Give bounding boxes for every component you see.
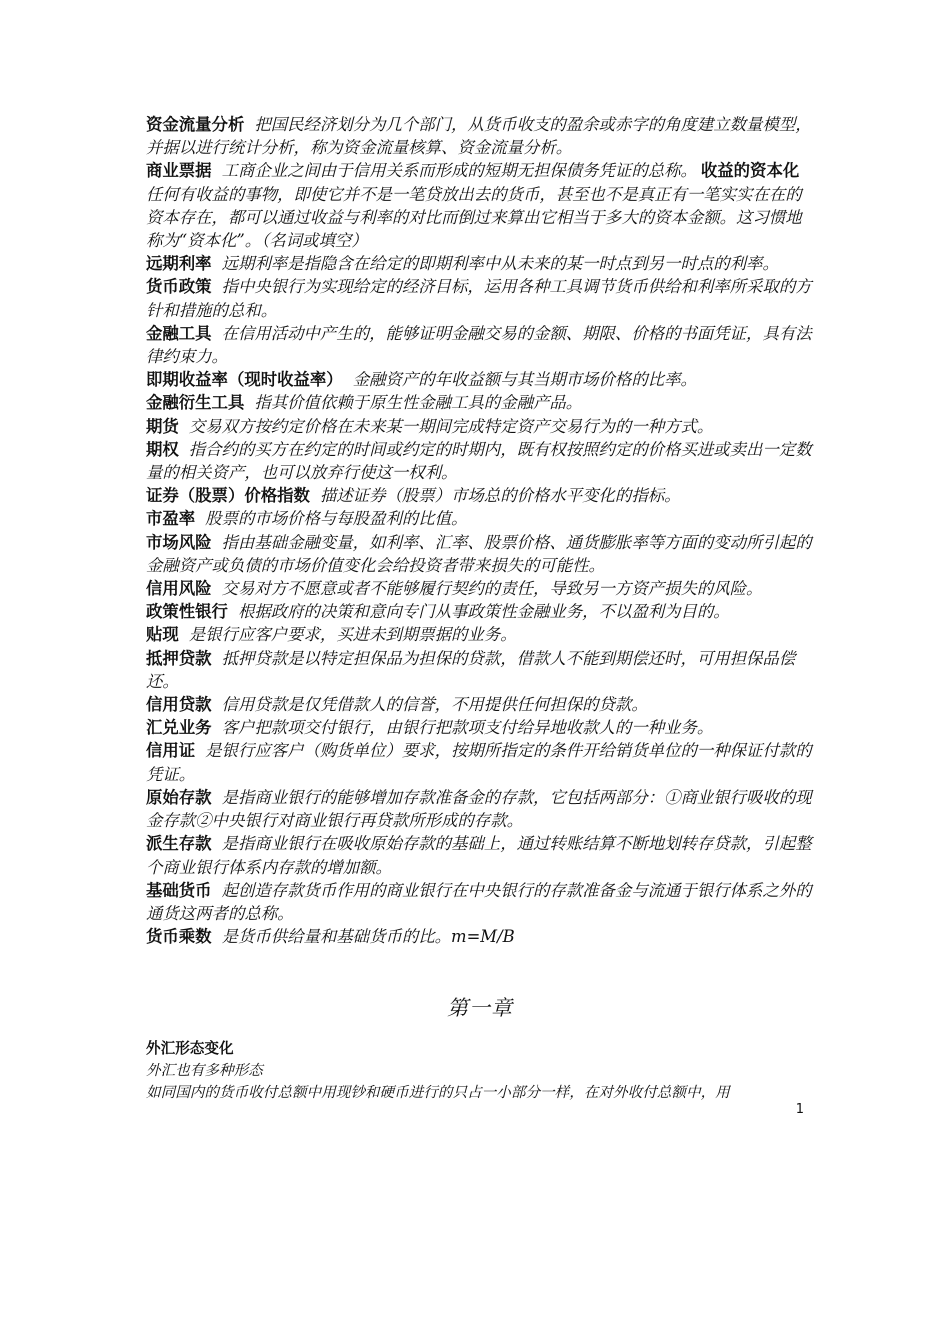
glossary-entry xyxy=(146,252,814,275)
document-page xyxy=(146,113,814,1104)
glossary-entry xyxy=(146,507,814,530)
glossary-entry xyxy=(146,113,814,159)
glossary-term: 金融工具 xyxy=(146,323,212,343)
glossary-entry xyxy=(146,275,814,321)
glossary-term: 基础货币 xyxy=(146,880,212,900)
glossary-definition: 是货币供给量和基础货币的比。m=M/B xyxy=(221,927,515,947)
glossary-term: 即期收益率（现时收益率） xyxy=(146,370,343,390)
glossary-definition: 指合约的买方在约定的时间或约定的时期内，既有权按照约定的价格买进或卖出一定数量的相关资产，也可以放弃行使这一权利。 xyxy=(146,439,812,483)
glossary-definition: 交易对方不愿意或者不能够履行契约的责任，导致另一方资产损失的风险。 xyxy=(221,579,763,599)
glossary-entry xyxy=(146,925,814,948)
glossary-term: 证券（股票）价格指数 xyxy=(146,486,310,506)
glossary-term: 资金流量分析 xyxy=(146,115,245,134)
glossary-entry xyxy=(146,693,814,716)
glossary-term: 原始存款 xyxy=(146,787,212,807)
glossary-term: 金融衍生工具 xyxy=(146,393,245,413)
glossary-definition: 是银行应客户（购货单位）要求，按期所指定的条件开给销货单位的一种保证付款的凭证。 xyxy=(146,741,812,784)
glossary-definition: 远期利率是指隐含在给定的即期利率中从未来的某一时点到另一时点的利率。 xyxy=(221,254,779,274)
glossary-definition: 指中央银行为实现给定的经济目标，运用各种工具调节货币供给和利率所采取的方针和措施的总和。 xyxy=(146,277,812,320)
glossary-term: 信用贷款 xyxy=(146,695,212,715)
glossary-definition: 交易双方按约定价格在未来某一期间完成特定资产交易行为的一种方式。 xyxy=(188,416,714,436)
glossary-definition: 工商企业之间由于信用关系而形成的短期无担保债务凭证的总称。 xyxy=(221,161,697,181)
glossary-term: 政策性银行 xyxy=(146,602,228,622)
glossary-definition: 根据政府的决策和意向专门从事政策性金融业务，不以盈利为目的。 xyxy=(237,602,730,622)
glossary-term: 市盈率 xyxy=(146,509,196,529)
glossary-definition: 是指商业银行的能够增加存款准备金的存款，它包括两部分：①商业银行吸收的现金存款②中央银行对商业银行再贷款所形成的存款。 xyxy=(146,787,812,831)
glossary-entry xyxy=(146,832,814,878)
glossary-term: 收益的资本化 xyxy=(700,161,800,181)
glossary-definition: 把国民经济划分为几个部门，从货币收支的盈余或赤字的角度建立数量模型，并据以进行统计分析，称为资金流量核算、资金流量分析。 xyxy=(146,115,812,158)
glossary-term: 抵押贷款 xyxy=(146,648,212,668)
glossary-term: 信用证 xyxy=(146,741,196,761)
glossary-term: 期货 xyxy=(146,416,179,436)
glossary-definition: 指由基础金融变量，如利率、汇率、股票价格、通货膨胀率等方面的变动所引起的金融资产或负债的市场价值变化会给投资者带来损失的可能性。 xyxy=(146,532,812,575)
glossary-term: 派生存款 xyxy=(146,834,212,854)
glossary-term: 期权 xyxy=(146,439,179,459)
glossary-entry xyxy=(146,368,814,391)
glossary-entry xyxy=(146,739,814,785)
glossary-entry xyxy=(146,623,814,646)
glossary-entry xyxy=(146,159,814,252)
glossary-entry xyxy=(146,716,814,739)
glossary-definition: 任何有收益的事物，即使它并不是一笔贷放出去的货币，甚至也不是真正有一笔实实在在的资本存在，都可以通过收益与利率的对比而倒过来算出它相当于多大的资本金额。这习惯地称为“资本化”。（名词或填空） xyxy=(146,184,802,251)
glossary-term: 信用风险 xyxy=(146,579,212,599)
glossary-term: 市场风险 xyxy=(146,532,212,552)
glossary-term: 商业票据 xyxy=(146,161,212,181)
chapter-title: 第一章 xyxy=(447,996,513,1021)
glossary-term: 货币乘数 xyxy=(146,927,212,947)
glossary-entry xyxy=(146,647,814,693)
glossary-definition: 指其价值依赖于原生性金融工具的金融产品。 xyxy=(254,393,583,413)
glossary-term: 贴现 xyxy=(146,625,179,645)
glossary-definition: 是指商业银行在吸收原始存款的基础上，通过转账结算不断地划转存贷款，引起整个商业银行体系内存款的增加额。 xyxy=(146,834,812,877)
glossary-term: 远期利率 xyxy=(146,254,212,274)
glossary-entries xyxy=(146,113,814,948)
glossary-entry xyxy=(146,600,814,623)
glossary-entry xyxy=(146,391,814,414)
body-paragraph: 外汇也有多种形态 xyxy=(146,1062,263,1080)
glossary-term: 货币政策 xyxy=(146,277,212,297)
page-number: 1 xyxy=(795,1102,804,1117)
glossary-definition: 金融资产的年收益额与其当期市场价格的比率。 xyxy=(352,370,697,390)
glossary-definition: 客户把款项交付银行，由银行把款项支付给异地收款人的一种业务。 xyxy=(221,718,714,738)
glossary-entry xyxy=(146,879,814,925)
glossary-definition: 股票的市场价格与每股盈利的比值。 xyxy=(205,509,468,529)
glossary-entry xyxy=(146,786,814,832)
glossary-definition: 描述证券（股票）市场总的价格水平变化的指标。 xyxy=(319,486,681,506)
glossary-definition: 起创造存款货币作用的商业银行在中央银行的存款准备金与流通于银行体系之外的通货这两者的总称。 xyxy=(146,880,812,923)
glossary-definition: 是银行应客户要求，买进未到期票据的业务。 xyxy=(188,625,517,645)
glossary-entry xyxy=(146,484,814,507)
body-paragraph: 如同国内的货币收付总额中用现钞和硬币进行的只占一小部分一样，在对外收付总额中，用 xyxy=(146,1084,730,1102)
section-heading: 外汇形态变化 xyxy=(146,1040,234,1058)
glossary-entry xyxy=(146,322,814,368)
glossary-entry xyxy=(146,415,814,438)
glossary-entry xyxy=(146,531,814,577)
glossary-entry xyxy=(146,577,814,600)
glossary-definition: 抵押贷款是以特定担保品为担保的贷款，借款人不能到期偿还时，可用担保品偿还。 xyxy=(146,648,796,691)
glossary-entry xyxy=(146,438,814,484)
glossary-term: 汇兑业务 xyxy=(146,718,212,738)
glossary-definition: 信用贷款是仅凭借款人的信誉，不用提供任何担保的贷款。 xyxy=(221,695,648,715)
glossary-definition: 在信用活动中产生的，能够证明金融交易的金额、期限、价格的书面凭证，具有法律约束力。 xyxy=(146,323,812,367)
